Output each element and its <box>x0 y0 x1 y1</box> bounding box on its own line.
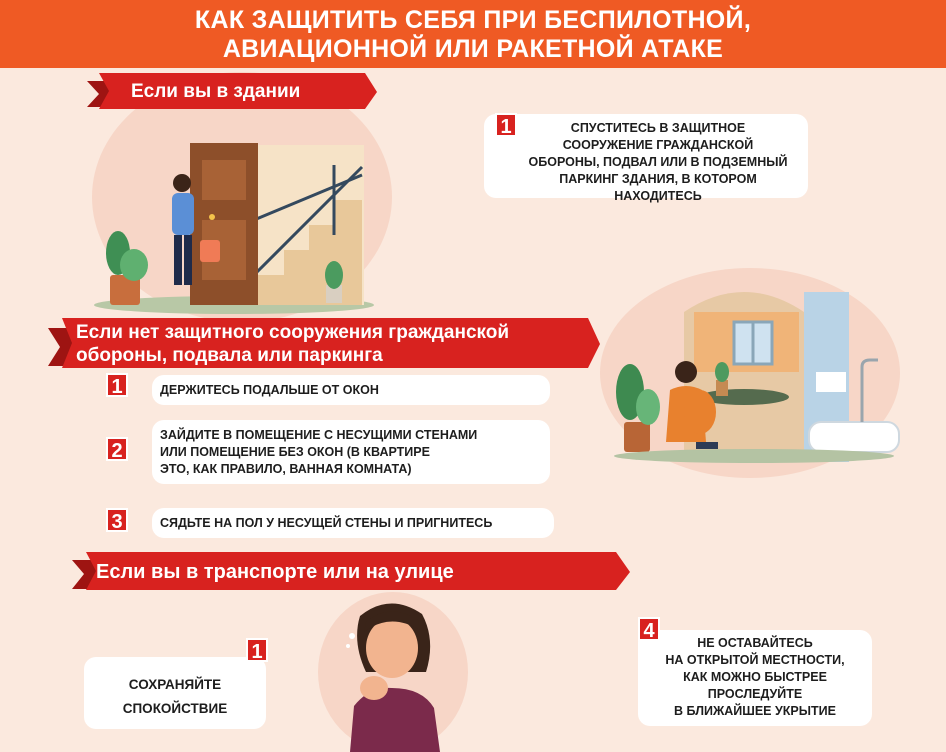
no-shelter-step-3-text: СЯДЬТЕ НА ПОЛ У НЕСУЩЕЙ СТЕНЫ И ПРИГНИТЕСЬ <box>160 516 493 530</box>
street-step-1-line1: СОХРАНЯЙТЕ <box>128 677 222 692</box>
no-shelter-step-1-badge: 1 <box>106 373 128 397</box>
building-step-1-line3: ОБОРОНЫ, ПОДВАЛ ИЛИ В ПОДЗЕМНЫЙ <box>528 155 788 169</box>
section-building-ribbon <box>87 73 377 111</box>
building-step-1-line1: СПУСТИТЕСЬ В ЗАЩИТНОЕ <box>570 121 746 135</box>
building-step-1-line5: НАХОДИТЕСЬ <box>614 189 702 203</box>
section-street-title: Если вы в транспорте или на улице <box>96 560 454 583</box>
no-shelter-step-3-card <box>152 508 554 538</box>
no-shelter-step-1-card <box>152 375 550 405</box>
anxious-woman-illustration <box>330 596 460 752</box>
no-shelter-step-3-badge: 3 <box>106 508 128 532</box>
page-title <box>0 0 946 68</box>
building-step-1-line2: СООРУЖЕНИЕ ГРАЖДАНСКОЙ <box>562 138 754 152</box>
street-step-4-line3: КАК МОЖНО БЫСТРЕЕ <box>683 670 827 684</box>
street-step-1-badge: 1 <box>246 638 268 662</box>
no-shelter-step-2-line2: ИЛИ ПОМЕЩЕНИЕ БЕЗ ОКОН (В КВАРТИРЕ <box>160 445 430 459</box>
street-step-4-card <box>638 630 872 726</box>
section-no-shelter-title <box>48 321 600 367</box>
building-step-1-card <box>484 114 808 203</box>
title-line-1: КАК ЗАЩИТИТЬ СЕБЯ ПРИ БЕСПИЛОТНОЙ, <box>194 6 752 34</box>
street-step-4-badge: 4 <box>638 617 660 641</box>
section-building-title: Если вы в здании <box>131 81 301 102</box>
section-no-shelter-title-line2: обороны, подвала или паркинга <box>76 345 383 366</box>
street-step-1-card <box>84 657 266 729</box>
building-step-1-badge: 1 <box>495 113 517 137</box>
no-shelter-step-2-line1: ЗАЙДИТЕ В ПОМЕЩЕНИЕ С НЕСУЩИМИ СТЕНАМИ <box>160 428 478 442</box>
street-step-4-line5: В БЛИЖАЙШЕЕ УКРЫТИЕ <box>674 704 836 718</box>
no-shelter-step-2-line3: ЭТО, КАК ПРАВИЛО, ВАННАЯ КОМНАТА) <box>160 462 412 476</box>
no-shelter-step-2-badge: 2 <box>106 437 128 461</box>
no-shelter-step-1-text: ДЕРЖИТЕСЬ ПОДАЛЬШЕ ОТ ОКОН <box>160 383 379 397</box>
street-step-4-line1: НЕ ОСТАВАЙТЕСЬ <box>697 636 813 650</box>
section-street-ribbon <box>72 552 630 592</box>
building-stairs-illustration <box>94 125 384 315</box>
bathroom-sitting-woman-illustration <box>604 272 904 472</box>
street-step-1-line2: СПОКОЙСТВИЕ <box>122 701 228 716</box>
section-no-shelter-ribbon <box>48 318 600 370</box>
title-line-2: АВИАЦИОННОЙ ИЛИ РАКЕТНОЙ АТАКЕ <box>222 35 724 63</box>
no-shelter-step-2-card <box>152 420 550 484</box>
building-step-1-line4: ПАРКИНГ ЗДАНИЯ, В КОТОРОМ <box>559 172 757 186</box>
street-step-4-line4: ПРОСЛЕДУЙТЕ <box>707 687 803 701</box>
street-step-4-line2: НА ОТКРЫТОЙ МЕСТНОСТИ, <box>665 653 845 667</box>
section-no-shelter-title-line1: Если нет защитного сооружения гражданской <box>76 322 510 343</box>
